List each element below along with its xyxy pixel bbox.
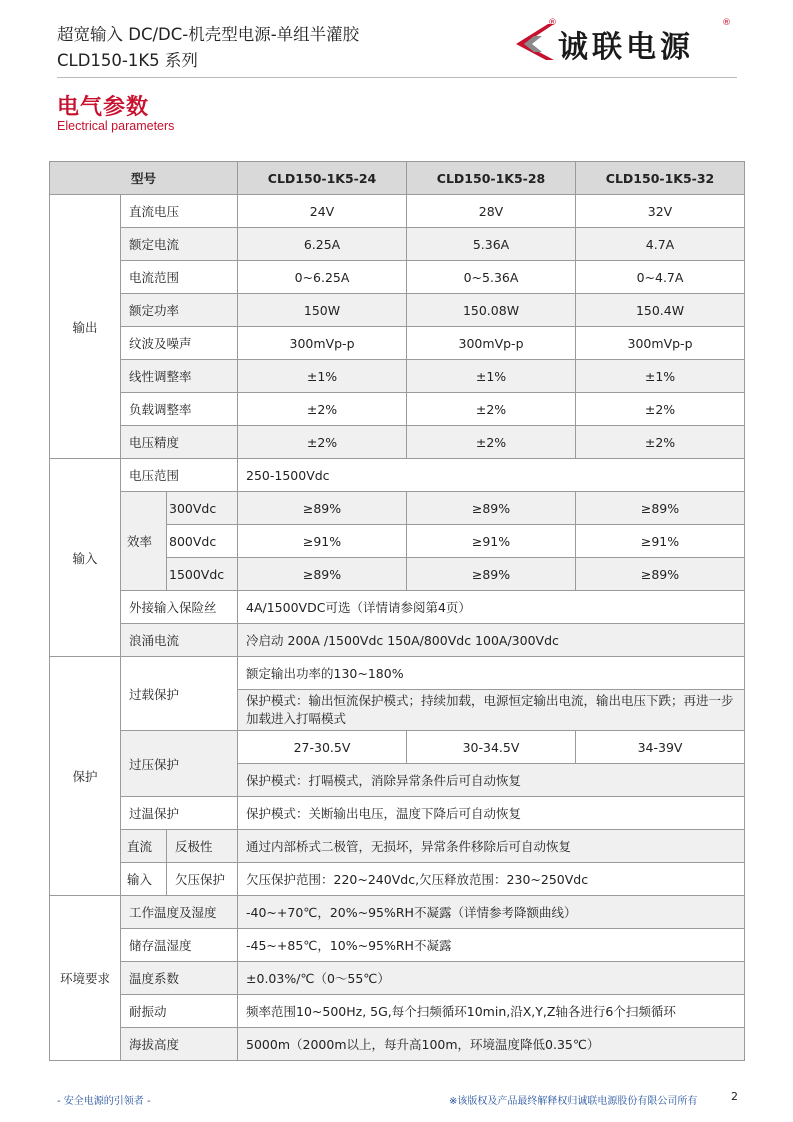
electrical-parameters-table [49,161,745,1061]
cell-value: 0~6.25A [238,261,407,294]
row-label: 欠压保护 [167,863,238,896]
cell-value: 额定输出功率的130~180% [238,657,745,690]
cell-value: 150.08W [407,294,576,327]
cell-value: ±2% [238,426,407,459]
row-label: 过温保护 [121,797,238,830]
row-label: 线性调整率 [121,360,238,393]
cell-value: 通过内部桥式二极管，无损坏，异常条件移除后可自动恢复 [238,830,745,863]
row-label: 电流范围 [121,261,238,294]
efficiency-sub-label: 1500Vdc [167,558,238,591]
logo-chevron-icon [512,22,556,62]
cell-value: ≥89% [407,492,576,525]
row-label: 额定电流 [121,228,238,261]
table-row [50,228,745,261]
title-line-1: 超宽输入 DC/DC-机壳型电源-单组半灌胶 [57,25,360,44]
cell-value: 频率范围10~500Hz, 5G,每个扫频循环10min,沿X,Y,Z轴各进行6个扫频循环 [238,995,745,1028]
group-environment: 环境要求 [50,896,121,1061]
cell-value: 32V [576,195,745,228]
cell-value: 5000m（2000m以上，每升高100m，环境温度降低0.35℃） [238,1028,745,1061]
table-row [50,360,745,393]
cell-value: ±2% [576,393,745,426]
cell-value: ±2% [407,426,576,459]
logo-registered-mark-2: ® [722,18,731,28]
cell-value: ±1% [576,360,745,393]
table-row [50,492,745,525]
cell-value: 300mVp-p [238,327,407,360]
cell-value: ≥89% [238,558,407,591]
table-row [50,797,745,830]
efficiency-sub-label: 300Vdc [167,492,238,525]
table-row [50,1028,745,1061]
cell-value: -40~+70℃，20%~95%RH不凝露（详情参考降额曲线） [238,896,745,929]
cell-value: 27-30.5V [238,731,407,764]
cell-value: ≥91% [238,525,407,558]
efficiency-sub-label: 800Vdc [167,525,238,558]
cell-value: 250-1500Vdc [238,459,745,492]
cell-value: 24V [238,195,407,228]
cell-value: 6.25A [238,228,407,261]
cell-value: 150.4W [576,294,745,327]
table-row [50,426,745,459]
cell-value: 保护模式：关断输出电压，温度下降后可自动恢复 [238,797,745,830]
dc-input-label-top: 直流 [121,830,167,863]
cell-value: 300mVp-p [407,327,576,360]
cell-value: ≥91% [576,525,745,558]
table-row [50,624,745,657]
cell-value: 0~4.7A [576,261,745,294]
row-label: 过压保护 [121,731,238,797]
row-label: 过载保护 [121,657,238,731]
group-output: 输出 [50,195,121,459]
row-label: 耐振动 [121,995,238,1028]
header-divider [57,77,737,78]
dc-input-label-bottom: 输入 [121,863,167,896]
table-row [50,294,745,327]
cell-value: ≥89% [576,492,745,525]
table-row [50,995,745,1028]
cell-value: 5.36A [407,228,576,261]
table-row [50,591,745,624]
table-row [50,261,745,294]
table-row [50,962,745,995]
table-row [50,459,745,492]
cell-value: 34-39V [576,731,745,764]
cell-value: ≥89% [576,558,745,591]
row-label: 直流电压 [121,195,238,228]
page-number: 2 [731,1090,738,1103]
model-col-2: CLD150-1K5-28 [407,162,576,195]
cell-value: 4A/1500VDC可选（详情请参阅第4页） [238,591,745,624]
cell-value: ≥91% [407,525,576,558]
footer-copyright: ※该版权及产品最终解释权归诚联电源股份有限公司所有 [449,1096,698,1107]
model-header: 型号 [50,162,238,195]
table-row [50,731,745,764]
row-label: 温度系数 [121,962,238,995]
cell-value: ±1% [238,360,407,393]
row-label: 电压范围 [121,459,238,492]
cell-value: 0~5.36A [407,261,576,294]
cell-value: 保护模式：输出恒流保护模式；持续加载，电源恒定输出电流，输出电压下跌；再进一步加载进入打嗝模式 [238,690,745,731]
group-protection: 保护 [50,657,121,896]
row-label: 海拔高度 [121,1028,238,1061]
title-line-2: CLD150-1K5 系列 [57,51,198,70]
table-row [50,863,745,896]
row-label: 外接输入保险丝 [121,591,238,624]
model-col-1: CLD150-1K5-24 [238,162,407,195]
row-label: 电压精度 [121,426,238,459]
table-row [50,327,745,360]
row-label: 浪涌电流 [121,624,238,657]
row-label: 额定功率 [121,294,238,327]
company-logo [512,18,737,64]
table-row [50,929,745,962]
cell-value: ±2% [238,393,407,426]
logo-text: 诚联电源 [558,30,694,65]
table-header-row [50,162,745,195]
model-col-3: CLD150-1K5-32 [576,162,745,195]
group-input: 输入 [50,459,121,657]
cell-value: 4.7A [576,228,745,261]
row-label: 纹波及噪声 [121,327,238,360]
cell-value: ±2% [576,426,745,459]
cell-value: 150W [238,294,407,327]
row-label: 工作温度及湿度 [121,896,238,929]
efficiency-label: 效率 [121,492,167,591]
cell-value: 300mVp-p [576,327,745,360]
cell-value: ±0.03%/℃（0～55℃） [238,962,745,995]
row-label: 储存温湿度 [121,929,238,962]
logo-registered-mark: ® [548,18,557,28]
row-label: 反极性 [167,830,238,863]
cell-value: -45~+85℃，10%~95%RH不凝露 [238,929,745,962]
cell-value: ≥89% [238,492,407,525]
cell-value: ≥89% [407,558,576,591]
table-row [50,195,745,228]
document-title [57,22,359,74]
section-title: 电气参数 [57,95,150,120]
table-row [50,896,745,929]
table-row [50,393,745,426]
cell-value: 30-34.5V [407,731,576,764]
cell-value: 冷启动 200A /1500Vdc 150A/800Vdc 100A/300Vdc [238,624,745,657]
footer-slogan: - 安全电源的引领者 - [57,1096,151,1107]
table-row [50,830,745,863]
cell-value: 28V [407,195,576,228]
cell-value: 保护模式：打嗝模式，消除异常条件后可自动恢复 [238,764,745,797]
cell-value: 欠压保护范围：220~240Vdc,欠压释放范围：230~250Vdc [238,863,745,896]
cell-value: ±1% [407,360,576,393]
table-row [50,657,745,690]
section-subtitle: Electrical parameters [57,119,175,133]
cell-value: ±2% [407,393,576,426]
row-label: 负载调整率 [121,393,238,426]
